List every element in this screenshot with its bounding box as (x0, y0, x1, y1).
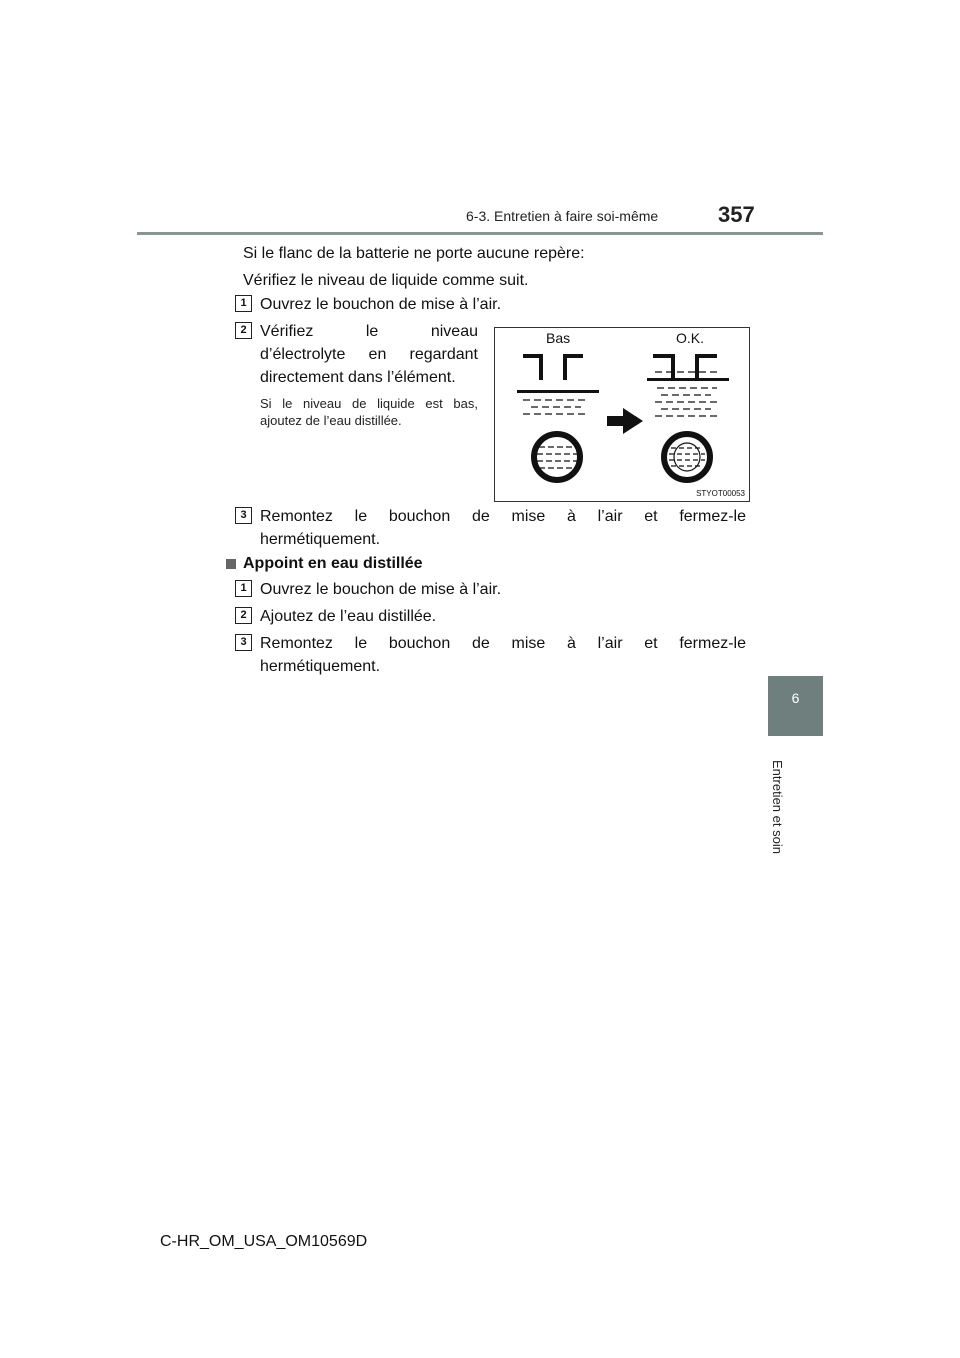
step-number-1: 1 (235, 580, 252, 597)
step-number-3: 3 (235, 507, 252, 524)
intro-line-2: Vérifiez le niveau de liquide comme suit. (243, 272, 529, 289)
step-number-1: 1 (235, 295, 252, 312)
intro-line-1: Si le flanc de la batterie ne porte aucune repère: (243, 245, 585, 262)
document-code: C-HR_OM_USA_OM10569D (160, 1233, 368, 1250)
step-text: Ouvrez le bouchon de mise à l’air. (260, 581, 502, 598)
chapter-number: 6 (791, 690, 800, 706)
battery-cell-diagram (495, 328, 749, 501)
step-text: Ajoutez de l’eau distillée. (260, 608, 437, 625)
step-text: hermétiquement. (260, 658, 381, 675)
chapter-tab (768, 676, 823, 736)
figure-code: STYOT00053 (696, 489, 745, 498)
refill-heading: Appoint en eau distillée (243, 555, 423, 572)
step-text: Remontez le bouchon de mise à l’air et fermez-le (260, 508, 746, 525)
step-number-3: 3 (235, 634, 252, 651)
header-rule (137, 232, 823, 235)
electrolyte-level-figure (494, 327, 750, 502)
label-low: Bas (546, 330, 571, 346)
step-note: ajoutez de l’eau distillée. (260, 413, 402, 428)
step-number-2: 2 (235, 607, 252, 624)
step-note: Si le niveau de liquide est bas, (260, 396, 478, 411)
label-ok: O.K. (676, 330, 705, 346)
step-text: hermétiquement. (260, 531, 381, 548)
step-number-2: 2 (235, 322, 252, 339)
step-text: Vérifiez le niveau (260, 323, 478, 340)
heading-bullet (226, 559, 236, 569)
page-number: 357 (718, 202, 755, 227)
section-title: 6-3. Entretien à faire soi-même (466, 208, 659, 224)
step-text: d’électrolyte en regardant (260, 346, 478, 363)
step-text: directement dans l’élément. (260, 369, 456, 386)
step-text: Ouvrez le bouchon de mise à l’air. (260, 296, 502, 313)
chapter-label: Entretien et soin (770, 760, 785, 854)
step-text: Remontez le bouchon de mise à l’air et fermez-le (260, 635, 746, 652)
